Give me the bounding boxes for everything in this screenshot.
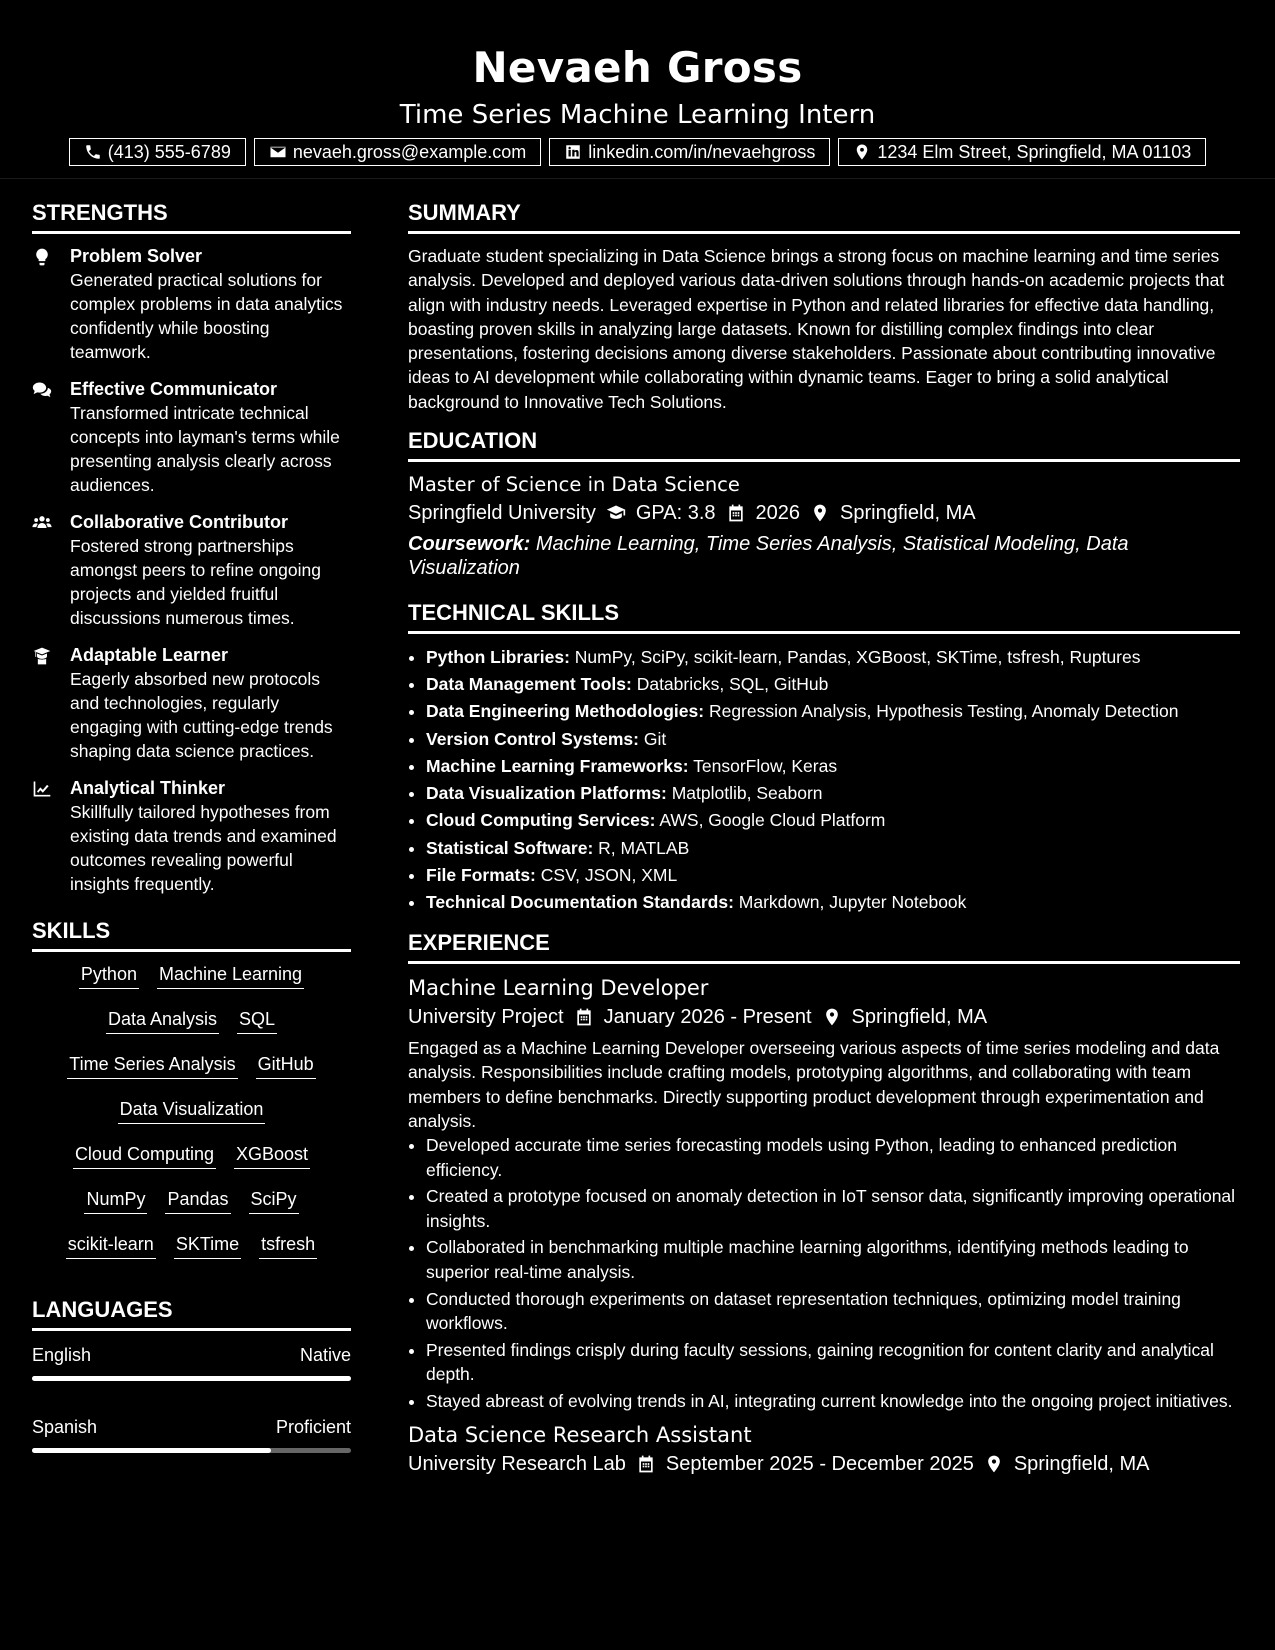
linkedin-text: linkedin.com/in/nevaehgross [588, 141, 816, 162]
comments-icon [32, 380, 52, 400]
experience-heading: EXPERIENCE [408, 930, 1240, 964]
email-text: nevaeh.gross@example.com [292, 141, 527, 162]
skill-chip: XGBoost [234, 1142, 310, 1169]
tech-skill-label: Technical Documentation Standards: [426, 891, 734, 912]
job-bullet: • Developed accurate time series forecasting models using Python, leading to enhanced prediction efficiency. [426, 1133, 1240, 1182]
header-divider [0, 178, 1275, 179]
job-org: University Research Lab [408, 1453, 626, 1476]
school-name: Springfield University [408, 502, 596, 525]
language-bar-fill [32, 1376, 351, 1381]
tech-skill-value: R, MATLAB [598, 837, 690, 858]
graduation-cap-icon [606, 503, 626, 523]
tech-skill-value: Matplotlib, Seaborn [671, 783, 823, 804]
job-bullet: • Stayed abreast of evolving trends in AI, integrating current knowledge into the ongoing project initiatives. [426, 1389, 1240, 1413]
degree-title: Master of Science in Data Science [408, 473, 740, 497]
language-level: Proficient [275, 1417, 351, 1437]
skills-row [73, 1142, 310, 1187]
tech-skill-item [426, 862, 1240, 889]
skill-chip: Pandas [165, 1187, 230, 1214]
language-list [32, 1343, 351, 1453]
tech-skill-item [426, 671, 1240, 698]
job-location: Springfield, MA [1013, 1453, 1150, 1476]
skill-chip: SKTime [174, 1232, 241, 1259]
skills-row [79, 962, 304, 1007]
job-location: Springfield, MA [851, 1006, 988, 1029]
language-bar [32, 1376, 351, 1381]
tech-skill-label: Data Management Tools: [426, 674, 632, 695]
job-title: Data Science Research Assistant [408, 1423, 752, 1448]
skill-chip: SciPy [249, 1187, 299, 1214]
users-icon [32, 513, 52, 533]
coursework [408, 532, 1240, 580]
strengths-heading: STRENGTHS [32, 200, 351, 234]
contact-email[interactable] [254, 138, 541, 166]
tech-skill-item [426, 807, 1240, 834]
tech-skill-item [426, 889, 1240, 916]
tech-skill-value: Git [643, 728, 667, 749]
language-level: Native [299, 1345, 351, 1365]
language-item [32, 1415, 351, 1439]
strength-item [32, 776, 351, 896]
phone-text: (413) 555-6789 [107, 141, 231, 162]
skill-chip: GitHub [256, 1052, 316, 1079]
skills-row [84, 1187, 298, 1232]
job-dates: September 2025 - December 2025 [665, 1453, 974, 1476]
map-marker-icon [822, 1007, 842, 1027]
strength-description: Fostered strong partnerships amongst peers to refine ongoing projects and yielded fruitful discussions numerous times. [70, 536, 321, 628]
language-name: English [32, 1345, 92, 1365]
tech-skill-item [426, 835, 1240, 862]
summary-heading: SUMMARY [408, 200, 1240, 234]
lightbulb-icon [32, 247, 52, 267]
skills-heading: SKILLS [32, 918, 351, 952]
strength-title: Effective Communicator [70, 379, 278, 399]
job-meta [408, 1002, 1240, 1032]
map-marker-icon [853, 143, 871, 161]
job-meta [408, 1449, 1240, 1479]
education-meta [408, 498, 1240, 528]
school-location: Springfield, MA [840, 502, 976, 525]
job-description: Engaged as a Machine Learning Developer overseeing various aspects of time series modeling and data analysis. Responsibilities include crafting models, prototyping algorithms, and collaborating with team members to define benchmarks. Directly supporting product development through experimentation and analysis. [408, 1038, 1220, 1131]
tech-skill-label: Version Control Systems: [426, 728, 639, 749]
job-dates: January 2026 - Present [603, 1006, 812, 1029]
envelope-icon [269, 143, 287, 161]
tech-skill-item [426, 753, 1240, 780]
skills-row [118, 1097, 266, 1142]
tech-skill-label: Data Engineering Methodologies: [426, 701, 705, 722]
job-title: Machine Learning Developer [408, 976, 709, 1001]
strength-item [32, 643, 351, 763]
tech-skill-label: File Formats: [426, 864, 536, 885]
skills-chips [32, 962, 351, 1277]
tech-skill-value: Databricks, SQL, GitHub [636, 674, 829, 695]
tech-skill-label: Statistical Software: [426, 837, 594, 858]
strength-title: Adaptable Learner [70, 645, 229, 665]
language-name: Spanish [32, 1417, 98, 1437]
skills-row [106, 1007, 277, 1052]
resume-header [0, 0, 1275, 166]
map-marker-icon [810, 503, 830, 523]
summary-text: Graduate student specializing in Data Science brings a strong focus on machine learning and time series analysis. Developed and deployed various data-driven solutions through hands-on academic projects that align with industry needs. Leveraged expertise in Python and related libraries for effective data handling, boasting proven skills in analyzing large datasets. Known for distilling complex findings into clear presentations, fostering decisions among diverse stakeholders. Passionate about contributing innovative ideas to AI development while collaborating within dynamic teams. Eager to bring a solid analytical background to Innovative Tech Solutions. [408, 246, 1225, 412]
language-bar [32, 1448, 351, 1453]
skill-chip: tsfresh [259, 1232, 317, 1259]
skill-chip: Cloud Computing [73, 1142, 216, 1169]
tech-skill-value: NumPy, SciPy, scikit-learn, Pandas, XGBoost, SKTime, tsfresh, Ruptures [574, 647, 1141, 668]
calendar-icon [574, 1007, 594, 1027]
address-text: 1234 Elm Street, Springfield, MA 01103 [877, 141, 1192, 162]
job-bullets [408, 1133, 1240, 1413]
calendar-icon [726, 503, 746, 523]
skill-chip: NumPy [84, 1187, 147, 1214]
technical-skills-heading: TECHNICAL SKILLS [408, 600, 1240, 634]
strength-description: Transformed intricate technical concepts into layman's terms while presenting analysis clearly across audiences. [70, 403, 340, 495]
tech-skill-value: CSV, JSON, XML [540, 864, 678, 885]
skill-chip: Time Series Analysis [67, 1052, 237, 1079]
tech-skill-value: TensorFlow, Keras [693, 755, 838, 776]
strength-description: Generated practical solutions for complex problems in data analytics confidently while boosting teamwork. [70, 270, 343, 362]
phone-icon [84, 143, 102, 161]
coursework-list: Machine Learning, Time Series Analysis, Statistical Modeling, Data Visualization [408, 533, 1129, 580]
tech-skill-value: AWS, Google Cloud Platform [659, 810, 886, 831]
contact-bar [0, 138, 1275, 166]
skill-chip: Machine Learning [157, 962, 304, 989]
language-item [32, 1343, 351, 1367]
contact-address[interactable] [838, 138, 1206, 166]
strength-item [32, 244, 351, 364]
technical-skills-list [408, 644, 1240, 916]
strength-title: Analytical Thinker [70, 778, 226, 798]
job-org: University Project [408, 1006, 564, 1029]
tech-skill-item [426, 780, 1240, 807]
gpa-text: GPA: 3.8 [635, 502, 716, 525]
linkedin-icon [564, 143, 582, 161]
strength-item [32, 510, 351, 630]
candidate-title: Time Series Machine Learning Intern [399, 100, 876, 130]
tech-skill-value: Regression Analysis, Hypothesis Testing, Anomaly Detection [708, 701, 1179, 722]
right-column [408, 200, 1240, 1479]
strength-item [32, 377, 351, 497]
tech-skill-label: Cloud Computing Services: [426, 810, 656, 831]
graduation-year: 2026 [755, 502, 801, 525]
chart-line-icon [32, 779, 52, 799]
tech-skill-label: Machine Learning Frameworks: [426, 755, 689, 776]
graduate-icon [32, 646, 52, 666]
skill-chip: Python [79, 962, 139, 989]
tech-skill-item [426, 644, 1240, 671]
education-heading: EDUCATION [408, 428, 1240, 462]
contact-linkedin[interactable] [549, 138, 830, 166]
tech-skill-value: Markdown, Jupyter Notebook [738, 891, 967, 912]
skills-row [66, 1232, 317, 1277]
skill-chip: Data Visualization [118, 1097, 266, 1124]
strength-title: Collaborative Contributor [70, 512, 289, 532]
tech-skill-item [426, 698, 1240, 725]
left-column [32, 200, 351, 1487]
strength-description: Skillfully tailored hypotheses from existing data trends and examined outcomes revealing powerful insights frequently. [70, 802, 337, 894]
contact-phone[interactable] [69, 138, 246, 166]
candidate-name: Nevaeh Gross [472, 43, 803, 92]
skill-chip: scikit-learn [66, 1232, 156, 1259]
calendar-icon [636, 1454, 656, 1474]
job-bullet: • Presented findings crisply during faculty sessions, gaining recognition for content clarity and analytical depth. [426, 1338, 1240, 1387]
map-marker-icon [984, 1454, 1004, 1474]
language-bar-fill [32, 1448, 271, 1453]
tech-skill-label: Python Libraries: [426, 647, 570, 668]
languages-heading: LANGUAGES [32, 1297, 351, 1331]
strength-description: Eagerly absorbed new protocols and technologies, regularly engaging with cutting-edge trends shaping data science practices. [70, 669, 333, 761]
job-bullet: • Created a prototype focused on anomaly detection in IoT sensor data, significantly improving operational insights. [426, 1184, 1240, 1233]
skill-chip: Data Analysis [106, 1007, 219, 1034]
skill-chip: SQL [237, 1007, 277, 1034]
job-bullet: • Collaborated in benchmarking multiple machine learning algorithms, identifying methods leading to superior real-time analysis. [426, 1235, 1240, 1284]
tech-skill-item [426, 726, 1240, 753]
strength-title: Problem Solver [70, 246, 203, 266]
coursework-label: Coursework: [408, 533, 531, 556]
tech-skill-label: Data Visualization Platforms: [426, 783, 667, 804]
skills-row [67, 1052, 315, 1097]
job-bullet: • Conducted thorough experiments on dataset representation techniques, optimizing model training workflows. [426, 1287, 1240, 1336]
